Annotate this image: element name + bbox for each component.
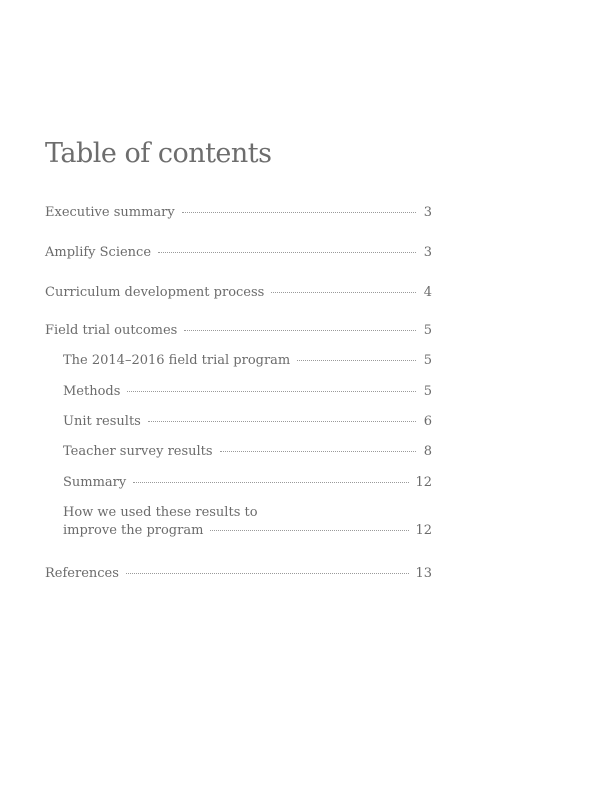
toc-entry-summary[interactable] xyxy=(63,474,432,492)
toc-entry-page-number: 13 xyxy=(415,566,432,581)
toc-entry-references[interactable] xyxy=(45,565,432,583)
toc-entry-label-line-1: How we used these results to xyxy=(63,505,258,520)
dot-leader xyxy=(210,530,409,531)
dot-leader xyxy=(220,451,416,452)
dot-leader xyxy=(271,292,416,293)
toc-entry-page-number: 5 xyxy=(423,323,432,338)
toc-entry-page-number: 6 xyxy=(423,414,432,429)
dot-leader xyxy=(297,360,416,361)
toc-entry-field-trial-outcomes[interactable] xyxy=(45,322,432,340)
toc-entry-label: The 2014–2016 field trial program xyxy=(63,353,291,368)
toc-entry-page-number: 12 xyxy=(415,475,432,490)
toc-entry-label: Summary xyxy=(63,475,127,490)
toc-entry-label: Amplify Science xyxy=(45,245,152,260)
toc-entry-methods[interactable] xyxy=(63,383,432,401)
toc-entry-page-number: 4 xyxy=(423,285,432,300)
dot-leader xyxy=(184,330,416,331)
dot-leader xyxy=(158,252,416,253)
toc-entry-curriculum-development-process[interactable] xyxy=(45,284,432,302)
page-title: Table of contents xyxy=(45,138,272,169)
dot-leader xyxy=(148,421,416,422)
toc-entry-page-number: 8 xyxy=(423,444,432,459)
toc-entry-label: Methods xyxy=(63,384,121,399)
toc-entry-amplify-science[interactable] xyxy=(45,244,432,262)
toc-entry-executive-summary[interactable] xyxy=(45,204,432,222)
toc-entry-field-trial-program[interactable] xyxy=(63,352,432,370)
toc-entry-label-line-2: improve the program xyxy=(63,523,204,538)
toc-entry-how-we-used-results[interactable] xyxy=(63,504,432,540)
toc-entry-unit-results[interactable] xyxy=(63,413,432,431)
dot-leader xyxy=(133,482,409,483)
dot-leader xyxy=(182,212,416,213)
dot-leader xyxy=(126,573,410,574)
toc-entry-label: Unit results xyxy=(63,414,141,429)
toc-entry-page-number: 3 xyxy=(423,245,432,260)
toc-entry-label: Executive summary xyxy=(45,205,175,220)
toc-entry-label: Teacher survey results xyxy=(63,444,213,459)
toc-entry-label: Curriculum development process xyxy=(45,285,265,300)
toc-entry-label: Field trial outcomes xyxy=(45,323,178,338)
toc-entry-label: References xyxy=(45,566,119,581)
toc-entry-page-number: 3 xyxy=(423,205,432,220)
toc-entry-page-number: 5 xyxy=(423,353,432,368)
toc-entry-page-number: 5 xyxy=(423,384,432,399)
toc-entry-page-number: 12 xyxy=(415,523,432,538)
toc-entry-teacher-survey-results[interactable] xyxy=(63,443,432,461)
dot-leader xyxy=(127,391,416,392)
